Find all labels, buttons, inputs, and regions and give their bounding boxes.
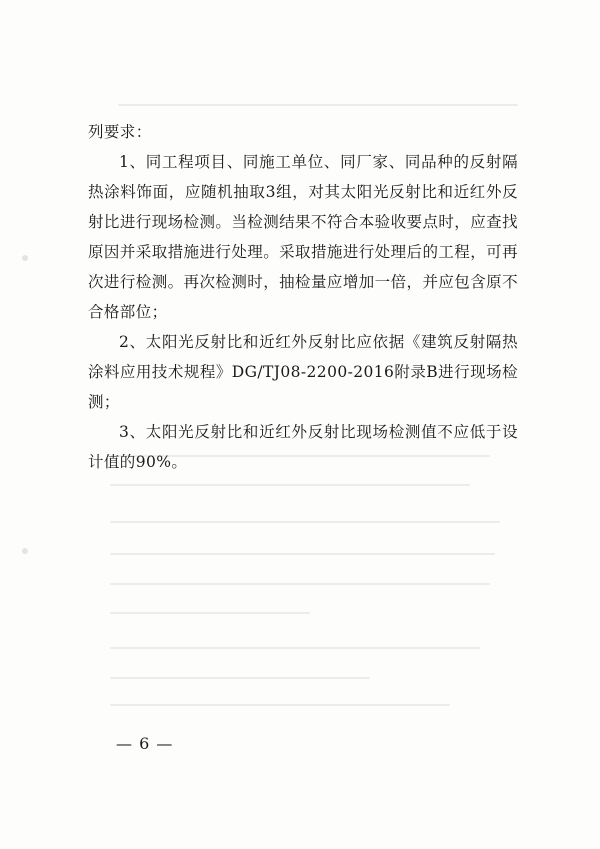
bleed-through-line	[110, 521, 500, 523]
bleed-through-line	[118, 104, 518, 106]
paragraph-item-1: 1、同工程项目、同施工单位、同厂家、同品种的反射隔热涂料饰面，应随机抽取3组，对其太阳光反射比和近红外反射比进行现场检测。当检测结果不符合本验收要点时，应查找原因并采取措施进行处理。采取措施进行处理后的工程，可再次进行检测。再次检测时，抽检量应增加一倍，并应包含原不合格部位；	[88, 153, 518, 321]
bleed-through-line	[110, 647, 480, 649]
paragraph-intro: 列要求：	[88, 123, 152, 141]
bleed-through-line	[110, 704, 450, 706]
paragraph-item-2: 2、太阳光反射比和近红外反射比应依据《建筑反射隔热涂料应用技术规程》DG/TJ08-2200-2016附录B进行现场检测；	[88, 333, 518, 411]
paragraph-item-3: 3、太阳光反射比和近红外反射比现场检测值不应低于设计值的90%。	[88, 423, 518, 471]
document-body	[88, 117, 518, 477]
bleed-through-line	[110, 484, 470, 486]
bleed-through-line	[110, 612, 310, 614]
bleed-through-line	[110, 583, 490, 585]
bleed-through-line	[110, 677, 370, 679]
page-number: — 6 —	[116, 734, 174, 753]
punch-hole-shadow	[22, 255, 28, 261]
punch-hole-shadow	[22, 548, 28, 554]
bleed-through-line	[110, 553, 495, 555]
